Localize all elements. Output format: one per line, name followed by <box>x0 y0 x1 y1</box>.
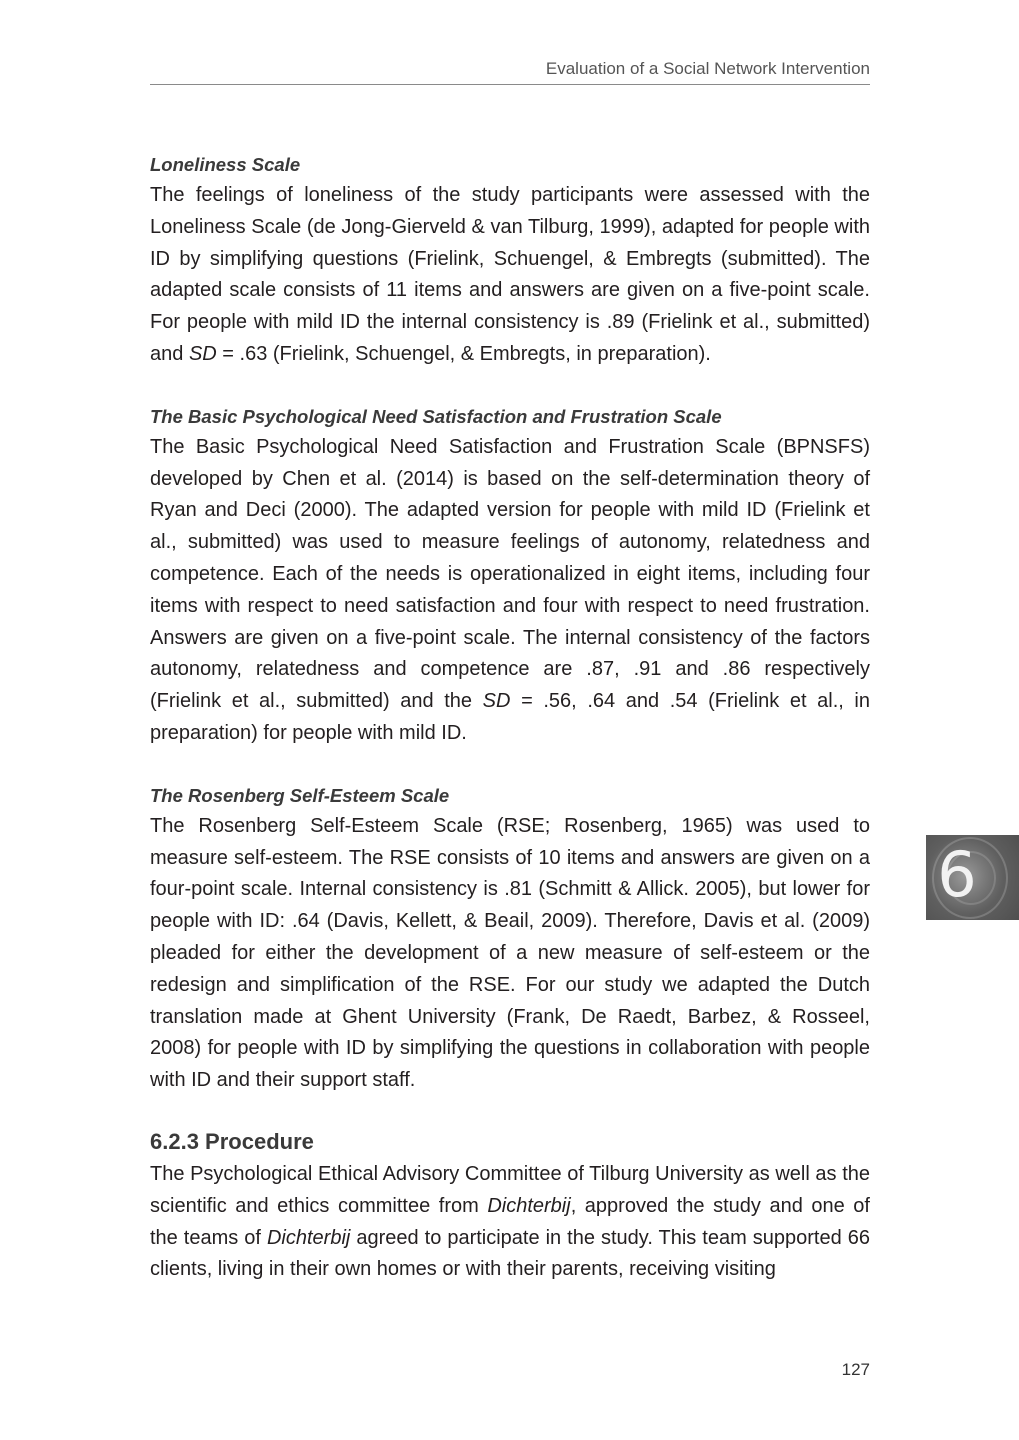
emphasis-dichterbij: Dichterbij <box>266 1226 351 1249</box>
emphasis-dichterbij: Dichterbij <box>487 1194 571 1217</box>
rse-heading: The Rosenberg Self-Esteem Scale <box>150 784 450 806</box>
text-run: agreed to participate in the study. This team supported 66 clients, living in their own homes or with their parents, receiving visiting <box>150 1226 870 1281</box>
text-run: , approved the study and one of the teams of <box>150 1194 870 1249</box>
page-content <box>150 150 870 1286</box>
loneliness-scale-paragraph <box>150 180 870 371</box>
text-run: = .56, .64 and .54 (Frielink et al., in preparation) for people with mild ID. <box>150 690 871 744</box>
text-run: The Psychological Ethical Advisory Committee of Tilburg University as well as the scientific and ethics committee from <box>150 1162 870 1217</box>
emphasis-sd: SD <box>482 690 511 713</box>
text-run: = .63 (Frielink, Schuengel, & Embregts, in preparation). <box>216 342 711 365</box>
text-run: The feelings of loneliness of the study participants were assessed with the Loneliness Scale (de Jong-Gierveld & van Tilburg, 1999), adapted for people with ID by simplifying questions (Frielink, Schuengel, & Embregts (submitted). The adapted scale consists of 11 items and answers are given on a five-point scale. For people with mild ID the internal consistency is .89 (Frielink et al., submitted) and <box>150 184 870 365</box>
page-number: 127 <box>841 1360 870 1379</box>
chapter-number: 6 <box>937 838 977 911</box>
running-header: Evaluation of a Social Network Intervention <box>150 58 870 85</box>
bpnsfs-paragraph <box>150 432 870 750</box>
emphasis-sd: SD <box>188 342 217 365</box>
rse-paragraph: The Rosenberg Self-Esteem Scale (RSE; Rosenberg, 1965) was used to measure self-esteem. The RSE consists of 10 items and answers are given on a four-point scale. Internal consistency is .81 (Schmitt & Allick. 2005), but lower for people with ID: .64 (Davis, Kellett, & Beail, 2009). Therefore, Davis et al. (2009) pleaded for either the development of a new measure of self-esteem or the redesign and simplification of the RSE. For our study we adapted the Dutch translation made at Ghent University (Frank, De Raedt, Barbez, & Rosseel, 2008) for people with ID by simplifying the questions in collaboration with people with ID and their support staff. <box>150 814 870 1092</box>
bpnsfs-heading: The Basic Psychological Need Satisfaction and Frustration Scale <box>150 405 722 427</box>
loneliness-scale-heading: Loneliness Scale <box>150 154 301 175</box>
chapter-tab <box>926 835 1019 920</box>
text-run: The Basic Psychological Need Satisfaction and Frustration Scale (BPNSFS) developed by Chen et al. (2014) is based on the self-determination theory of Ryan and Deci (2000). The adapted version for people with mild ID (Frielink et al., submitted) was used to measure feelings of autonomy, relatedness and competence. Each of the needs is operationalized in eight items, including four items with respect to need satisfaction and four with respect to need frustration. Answers are given on a five-point scale. The internal consistency of the factors autonomy, relatedness and competence are .87, .91 and .86 respectively (Frielink et al., submitted) and the <box>150 435 870 713</box>
procedure-paragraph <box>150 1159 870 1286</box>
procedure-heading: 6.2.3 Procedure <box>150 1128 314 1154</box>
